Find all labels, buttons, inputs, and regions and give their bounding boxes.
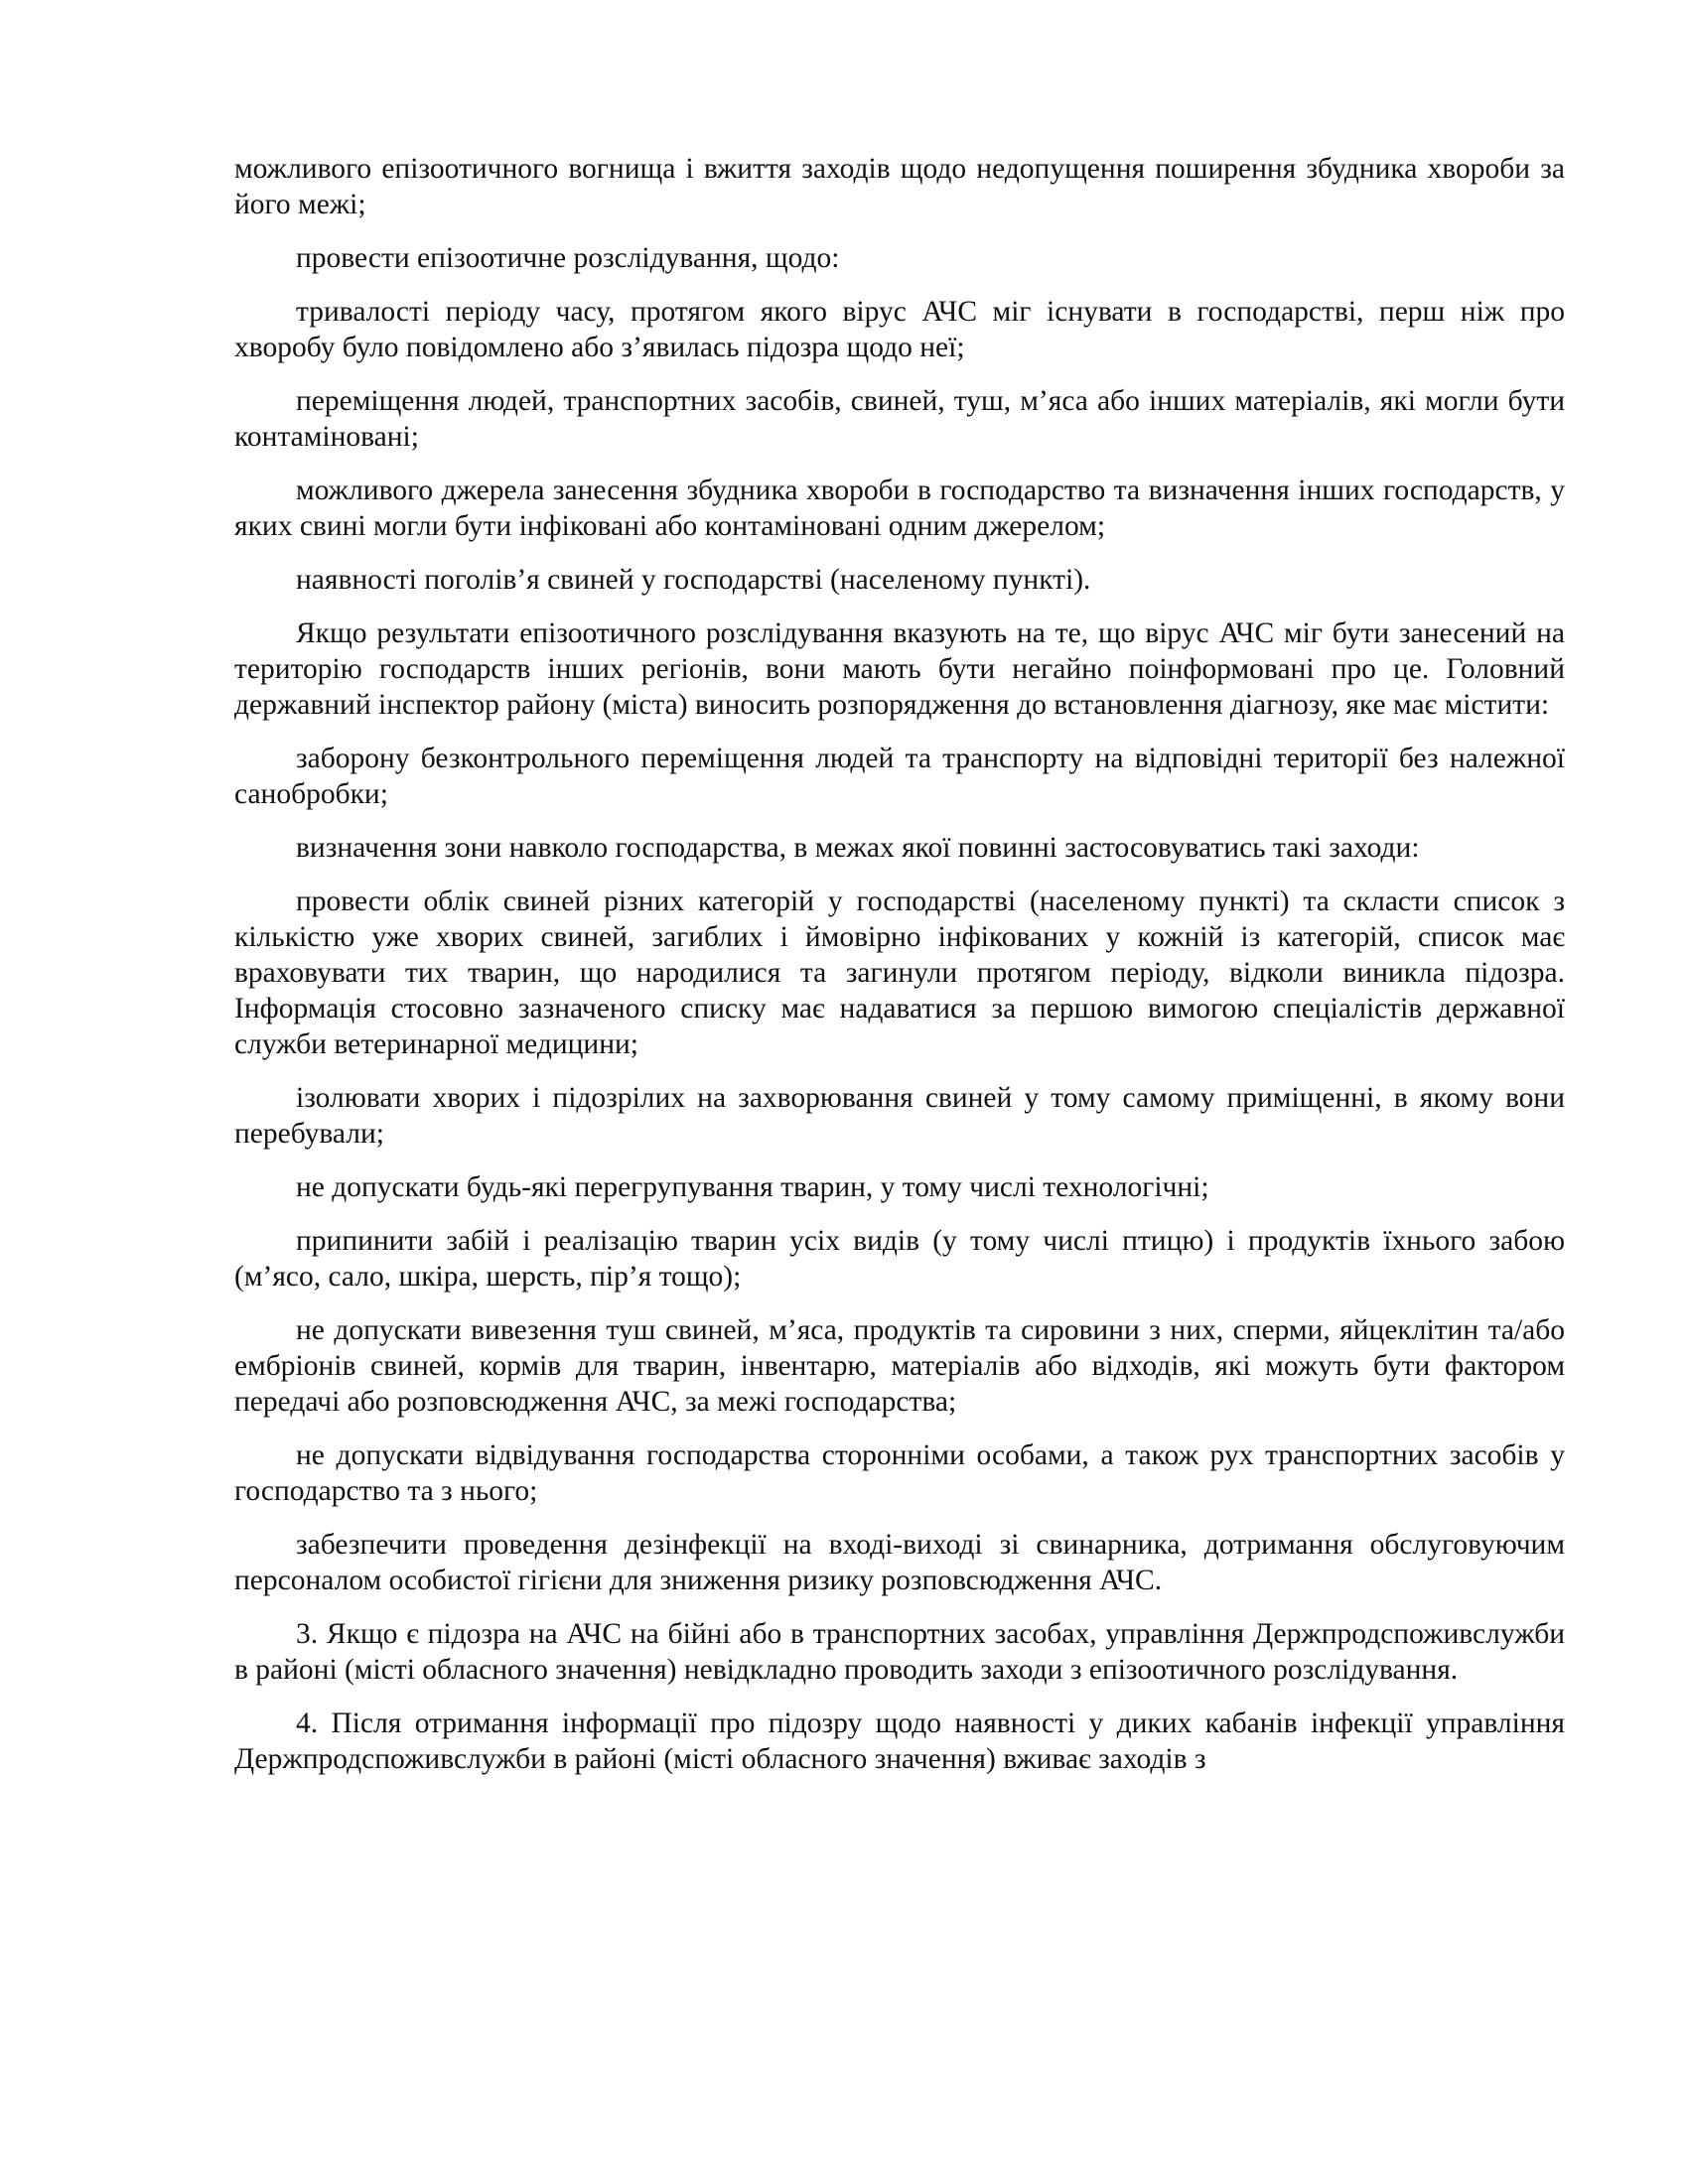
paragraph: не допускати відвідування господарства сторонніми особами, а також рух транспортних засобів у господарство та з нього; xyxy=(234,1439,1565,1507)
paragraph: переміщення людей, транспортних засобів, свиней, туш, м’яса або інших матеріалів, які могли бути контаміновані; xyxy=(234,385,1565,453)
paragraph: 3. Якщо є підозра на АЧС на бійні або в транспортних засобах, управління Держпродспоживслужби в районі (місті обласного значення) невідкладно проводить заходи з епізоотичного розслідування. xyxy=(234,1618,1565,1686)
paragraph: не допускати будь-які перегрупування тварин, у тому числі технологічні; xyxy=(296,1171,1209,1203)
paragraph: можливого джерела занесення збудника хвороби в господарство та визначення інших господарств, у яких свині могли бути інфіковані або контаміновані одним джерелом; xyxy=(234,475,1565,542)
paragraph: Якщо результати епізоотичного розслідування вказують на те, що вірус АЧС міг бути занесений на територію господарств інших регіонів, вони мають бути негайно поінформовані про це. Головний державний інспектор району (міста) виносить розпорядження до встановлення діагнозу, яке має містити: xyxy=(234,617,1565,721)
paragraph: провести епізоотичне розслідування, щодо: xyxy=(296,242,840,274)
paragraph: тривалості періоду часу, протягом якого вірус АЧС міг існувати в господарстві, перш ніж про хворобу було повідомлено або з’явилась підозра щодо неї; xyxy=(234,296,1565,363)
paragraph: провести облік свиней різних категорій у господарстві (населеному пункті) та скласти список з кількістю уже хворих свиней, загиблих і ймовірно інфікованих у кожній із категорій, список має враховувати тих тварин, що народилися та загинули протягом періоду, відколи виникла підозра. Інформація стосовно зазначеного списку має надаватися за першою вимогою спеціалістів державної служби ветеринарної медицини; xyxy=(234,886,1565,1060)
paragraph: можливого епізоотичного вогнища і вжиття заходів щодо недопущення поширення збудника хвороби за його межі; xyxy=(234,153,1565,220)
paragraph: припинити забій і реалізацію тварин усіх видів (у тому числі птицю) і продуктів їхнього забою (м’ясо, сало, шкіра, шерсть, пір’я тощо); xyxy=(234,1225,1565,1293)
paragraph: наявності поголів’я свиней у господарстві (населеному пункті). xyxy=(296,564,1091,596)
paragraph: визначення зони навколо господарства, в межах якої повинні застосовуватись такі заходи: xyxy=(296,832,1420,864)
paragraph: 4. Після отримання інформації про підозру щодо наявності у диких кабанів інфекції управління Держпродспоживслужби в районі (місті обласного значення) вживає заходів з xyxy=(234,1707,1565,1775)
document-page xyxy=(234,151,1565,1795)
paragraph: забезпечити проведення дезінфекції на вході-виході зі свинарника, дотримання обслуговуючим персоналом особистої гігієни для зниження ризику розповсюдження АЧС. xyxy=(234,1529,1565,1596)
paragraph: заборону безконтрольного переміщення людей та транспорту на відповідні території без належної санобробки; xyxy=(234,743,1565,810)
paragraph: не допускати вивезення туш свиней, м’яса, продуктів та сировини з них, сперми, яйцеклітин та/або ембріонів свиней, кормів для тварин, інвентарю, матеріалів або відходів, які можуть бути фактором передачі або розповсюдження АЧС, за межі господарства; xyxy=(234,1314,1565,1418)
paragraph: ізолювати хворих і підозрілих на захворювання свиней у тому самому приміщенні, в якому вони перебували; xyxy=(234,1082,1565,1150)
